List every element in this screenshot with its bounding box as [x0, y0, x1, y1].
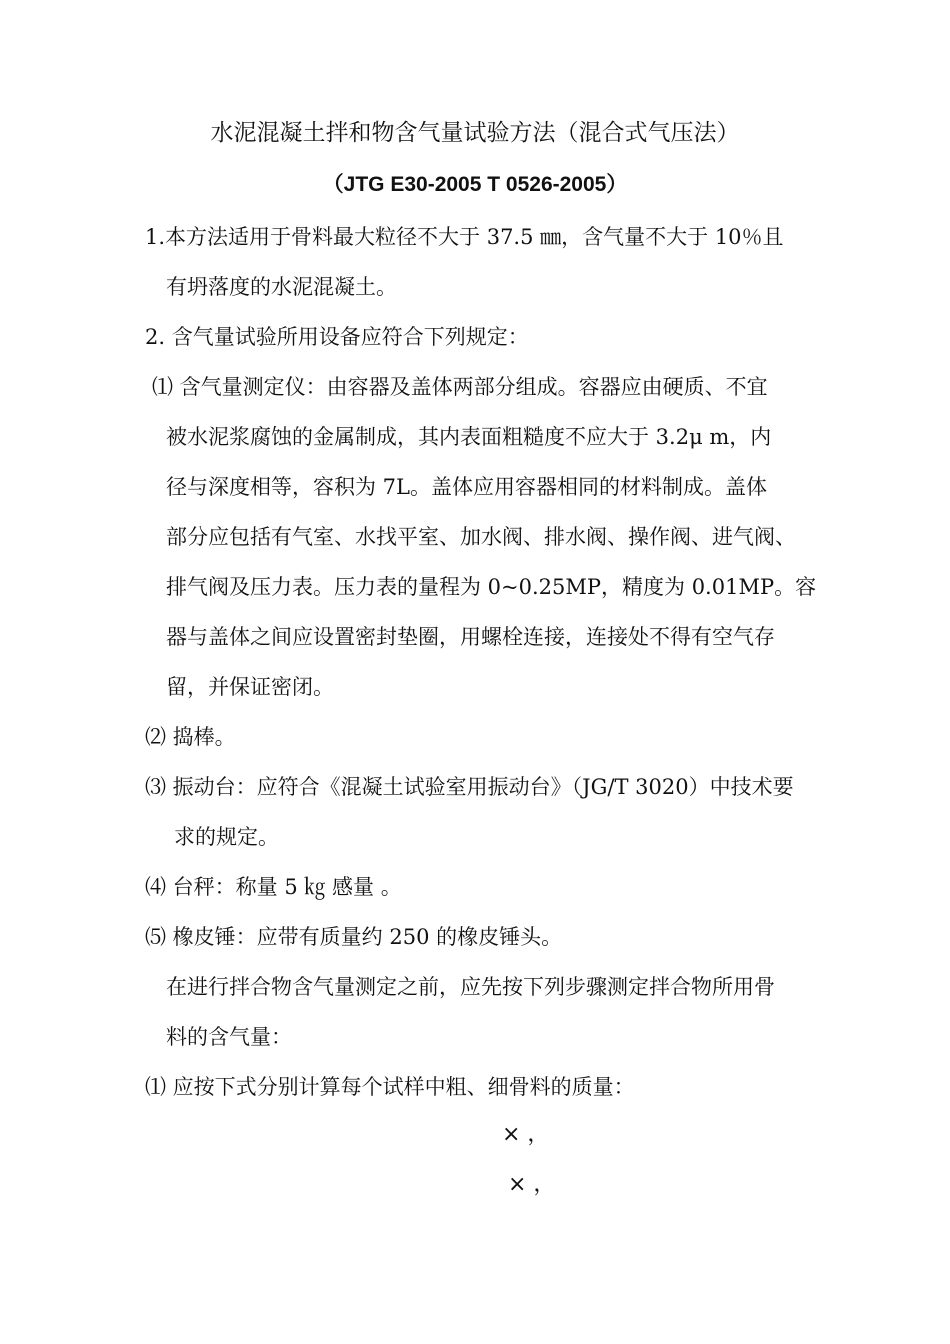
- paragraph-line: 1.本方法适用于骨料最大粒径不大于 37.5 ㎜，含气量不大于 10％且: [145, 225, 784, 249]
- paragraph-line: ⑴ 应按下式分别计算每个试样中粗、细骨料的质量：: [145, 1075, 635, 1099]
- paragraph-line: 排气阀及压力表。压力表的量程为 0~0.25MP，精度为 0.01MP。容: [166, 575, 817, 599]
- document-title: 水泥混凝土拌和物含气量试验方法（混合式气压法）: [210, 120, 740, 146]
- paragraph-line: ⑷ 台秤：称量 5 ㎏ 感量 。: [145, 875, 402, 899]
- paragraph-line: 料的含气量：: [166, 1025, 292, 1049]
- paragraph-line: 有坍落度的水泥混凝土。: [166, 275, 397, 299]
- paragraph-line: 部分应包括有气室、水找平室、加水阀、排水阀、操作阀、进气阀、: [166, 525, 796, 549]
- paragraph-line: 被水泥浆腐蚀的金属制成，其内表面粗糙度不应大于 3.2μ m，内: [166, 425, 772, 449]
- document-subtitle: （JTG E30-2005 T 0526-2005）: [322, 173, 628, 196]
- formula-line: × ，: [502, 1122, 550, 1147]
- paragraph-line: 器与盖体之间应设置密封垫圈，用螺栓连接，连接处不得有空气存: [166, 625, 775, 649]
- paragraph-line: ⑸ 橡皮锤：应带有质量约 250 的橡皮锤头。: [145, 925, 563, 949]
- paragraph-line: ⑶ 振动台：应符合《混凝土试验室用振动台》（JG/T 3020）中技术要: [145, 775, 794, 799]
- formula-line: × ，: [508, 1172, 556, 1197]
- paragraph-line: 在进行拌合物含气量测定之前，应先按下列步骤测定拌合物所用骨: [166, 975, 775, 999]
- paragraph-line: 求的规定。: [174, 825, 279, 849]
- paragraph-line: ⑴ 含气量测定仪：由容器及盖体两部分组成。容器应由硬质、不宜: [152, 375, 768, 399]
- paragraph-line: 径与深度相等，容积为 7L。盖体应用容器相同的材料制成。盖体: [166, 475, 767, 499]
- paragraph-line: 留，并保证密闭。: [166, 675, 334, 699]
- paragraph-line: 2. 含气量试验所用设备应符合下列规定：: [145, 325, 529, 349]
- paragraph-line: ⑵ 捣棒。: [145, 725, 236, 749]
